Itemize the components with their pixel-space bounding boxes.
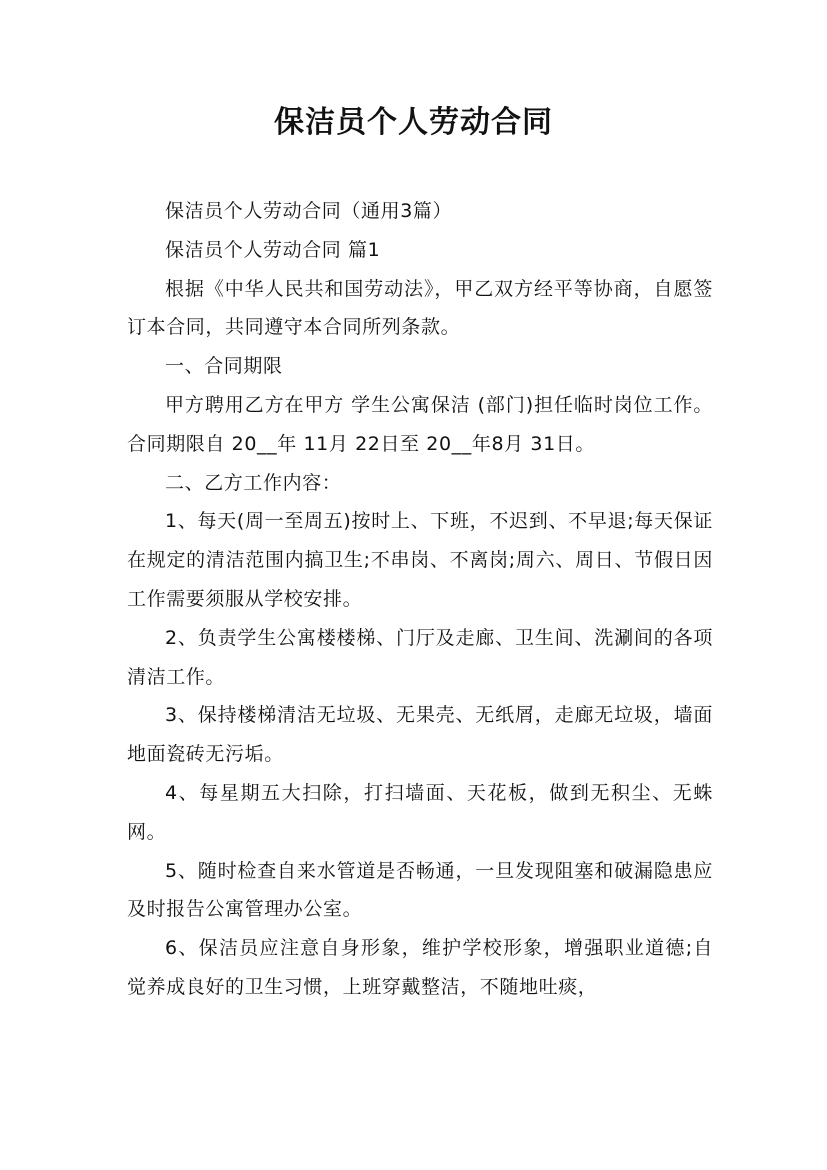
paragraph-duty-2: 2、负责学生公寓楼楼梯、门厅及走廊、卫生间、洗涮间的各项清洁工作。 xyxy=(127,626,713,688)
paragraph-term-heading: 一、合同期限 xyxy=(165,355,283,378)
paragraph-duty-6: 6、保洁员应注意自身形象，维护学校形象，增强职业道德;自觉养成良好的卫生习惯，上班穿戴整洁，不随地吐痰， xyxy=(127,937,713,998)
paragraph-duties-heading: 二、乙方工作内容： xyxy=(165,471,342,494)
paragraph-duty-5: 5、随时检查自来水管道是否畅通，一旦发现阻塞和破漏隐患应及时报告公寓管理办公室。 xyxy=(127,859,713,921)
paragraph-intro: 根据《中华人民共和国劳动法》，甲乙双方经平等协商，自愿签订本合同，共同遵守本合同所列条款。 xyxy=(127,277,713,339)
document-title: 保洁员个人劳动合同 xyxy=(274,105,553,140)
paragraph-section-heading: 保洁员个人劳动合同 篇1 xyxy=(165,238,381,261)
paragraph-subtitle: 保洁员个人劳动合同（通用3篇） xyxy=(165,200,453,222)
paragraph-duty-1: 1、每天(周一至周五)按时上、下班，不迟到、不早退;每天保证在规定的清洁范围内搞卫生;不串岗、不离岗;周六、周日、节假日因工作需要须服从学校安排。 xyxy=(127,510,713,610)
document-body xyxy=(127,192,713,1007)
paragraph-duty-3: 3、保持楼梯清洁无垃圾、无果壳、无纸屑，走廊无垃圾，墙面地面瓷砖无污垢。 xyxy=(127,704,713,766)
paragraph-term: 甲方聘用乙方在甲方 学生公寓保洁 (部门)担任临时岗位工作。合同期限自 20__年 11月 22日至 20__年8月 31日。 xyxy=(127,393,713,455)
paragraph-duty-4: 4、每星期五大扫除，打扫墙面、天花板，做到无积尘、无蛛网。 xyxy=(127,781,713,843)
